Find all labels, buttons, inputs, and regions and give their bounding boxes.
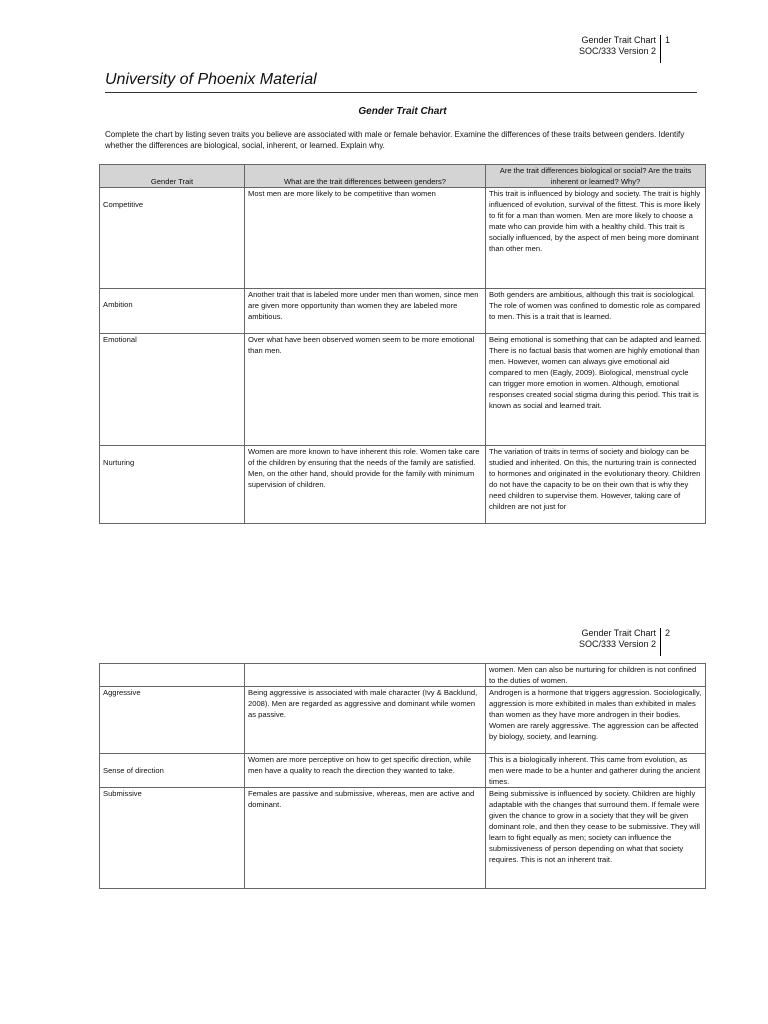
gender-trait-table <box>99 164 706 524</box>
trait-differences: Over what have been observed women seem to be more emotional than men. <box>245 334 486 446</box>
trait-origin: This trait is influenced by biology and society. The trait is highly influenced of evolution, survival of the fittest. This is more likely to fit for a man than women. Men are more likely to choose a mate who can provide him with a healthy child. This trait is socially influenced, by the aspect of men being more dominant than other men. <box>486 188 706 289</box>
trait-differences: Women are more known to have inherent this role. Women take care of the children by ensuring that the needs of the family are satisfied. Men, on the other hand, should provide for the family with minimum supervision of children. <box>245 446 486 524</box>
trait-name <box>100 664 245 687</box>
table-row <box>100 754 706 788</box>
table-row <box>100 334 706 446</box>
trait-differences: Women are more perceptive on how to get specific direction, while men have a quality to reach the direction they wanted to take. <box>245 754 486 788</box>
header-text <box>579 35 661 63</box>
table-row <box>100 788 706 889</box>
instructions-text: Complete the chart by listing seven traits you believe are associated with male or female behavior. Examine the differences of these traits between genders. Identify whether the differences are biological, social, inherent, or learned. Explain why. <box>105 130 685 150</box>
header-course: SOC/333 Version 2 <box>578 46 656 56</box>
trait-origin: The variation of traits in terms of society and biology can be studied and inherited. On this, the nurturing train is connected to hormones and originated in the evolutionary theory. Children do not have the capacity to be on their own that is why they need children to supervise them. However, taking care of children are not just for <box>486 446 706 524</box>
table-row <box>100 687 706 754</box>
header-title: Gender Trait Chart <box>581 35 656 45</box>
page-header <box>579 35 670 63</box>
trait-origin: Androgen is a hormone that triggers aggression. Sociologically, aggression is more exhibited in males than exhibited in males than women as they have more androgen in their bodies. Women are rarely aggressive. The aggression can be affected by biology, society, and learning. <box>486 687 706 754</box>
page-number: 2 <box>664 628 670 638</box>
trait-name: Aggressive <box>100 687 245 754</box>
trait-name: Competitive <box>100 188 245 289</box>
trait-differences: Another trait that is labeled more under men than women, since men are given more opportunity than women they are labeled more ambitious. <box>245 289 486 334</box>
table-row <box>100 446 706 524</box>
trait-name: Submissive <box>100 788 245 889</box>
trait-name: Nurturing <box>100 446 245 524</box>
trait-differences <box>245 664 486 687</box>
gender-trait-table-continued <box>99 663 706 889</box>
trait-origin: Being emotional is something that can be adapted and learned. There is no factual basis that women are highly emotional than men. However, women can always give emotional aid compared to men (Eagly, 2009). Biological, menstrual cycle can trigger more emotion in women. Although, emotional responses created social stigma during this period. This trait is known as social and learned trait. <box>486 334 706 446</box>
column-header-trait: Gender Trait <box>100 165 245 188</box>
document-title: Gender Trait Chart <box>358 106 447 117</box>
trait-name: Sense of direction <box>100 754 245 788</box>
page-header <box>579 628 670 656</box>
trait-name: Ambition <box>100 289 245 334</box>
table-row <box>100 188 706 289</box>
header-title: Gender Trait Chart <box>581 628 656 638</box>
trait-origin: This is a biologically inherent. This came from evolution, as men were made to be a hunter and gatherer during the ancient times. <box>486 754 706 788</box>
table-header-row <box>100 165 706 188</box>
column-header-origin: Are the trait differences biological or social? Are the traits inherent or learned? Why? <box>486 165 706 188</box>
trait-differences: Most men are more likely to be competitive than women <box>245 188 486 289</box>
trait-origin: women. Men can also be nurturing for children is not confined to the duties of women. <box>486 664 706 687</box>
header-text <box>579 628 661 656</box>
column-header-differences: What are the trait differences between genders? <box>245 165 486 188</box>
trait-differences: Being aggressive is associated with male character (Ivy & Backlund, 2008). Men are regarded as aggressive and dominant while women as passive. <box>245 687 486 754</box>
table-row <box>100 289 706 334</box>
trait-origin: Both genders are ambitious, although this trait is sociological. The role of women was confined to domestic role as compared to men. This is a trait that is learned. <box>486 289 706 334</box>
university-title: University of Phoenix Material <box>105 70 697 93</box>
table-row <box>100 664 706 687</box>
trait-differences: Females are passive and submissive, whereas, men are active and dominant. <box>245 788 486 889</box>
trait-origin: Being submissive is influenced by society. Children are highly adaptable with the changes that surround them. If female were given the chance to grow in a society that they will be given dominant role, and then they cease to be submissive. They will learn to fight equally as men; society can influence the submissiveness of person depending on what that society requires. This is not an inherent trait. <box>486 788 706 889</box>
page-number: 1 <box>664 35 670 45</box>
trait-name: Emotional <box>100 334 245 446</box>
header-course: SOC/333 Version 2 <box>578 639 656 649</box>
